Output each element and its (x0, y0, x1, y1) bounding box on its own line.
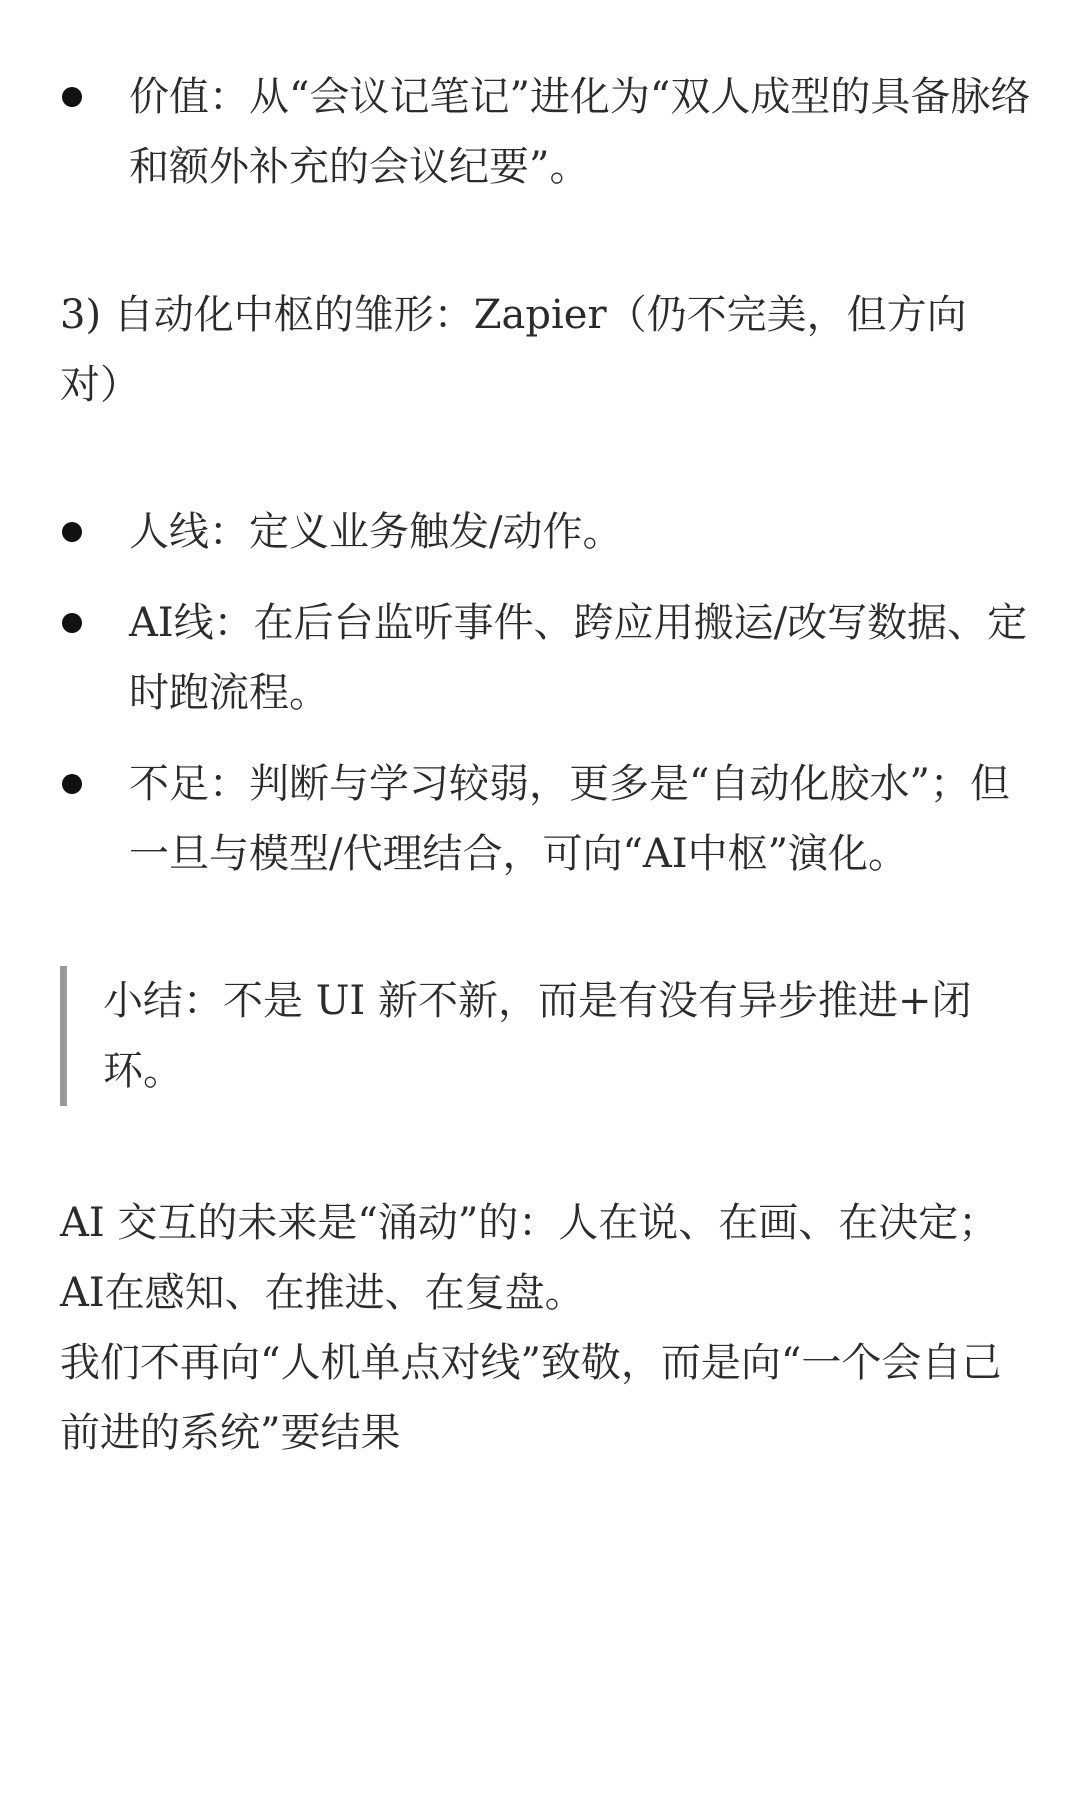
list-item-text: AI线：在后台监听事件、跨应用搬运/改写数据、定时跑流程。 (129, 600, 1028, 716)
list-item (60, 749, 1040, 889)
value-bullet-list (60, 62, 1040, 202)
conclusion-line: AI 交互的未来是“涌动”的：人在说、在画、在决定；AI在感知、在推进、在复盘。 (60, 1200, 999, 1316)
list-item (60, 588, 1040, 728)
list-item (60, 497, 1040, 567)
bullet-dot-icon (62, 522, 82, 542)
conclusion-line: 我们不再向“人机单点对线”致敬，而是向“一个会自己前进的系统”要结果 (60, 1340, 1002, 1456)
bullet-dot-icon (62, 774, 82, 794)
bullet-dot-icon (62, 613, 82, 633)
summary-blockquote (60, 966, 1020, 1106)
summary-text: 小结：不是 UI 新不新，而是有没有异步推进+闭环。 (103, 978, 972, 1094)
list-item-text: 人线：定义业务触发/动作。 (129, 509, 623, 555)
bullet-dot-icon (62, 87, 82, 107)
zapier-bullet-list (60, 497, 1040, 889)
section-heading: 3) 自动化中枢的雏形：Zapier（仍不完美，但方向对） (60, 292, 967, 408)
list-item (60, 62, 1040, 202)
list-item-text: 不足：判断与学习较弱，更多是“自动化胶水”；但一旦与模型/代理结合，可向“AI中枢”演化。 (129, 761, 1010, 877)
conclusion-paragraph (60, 1188, 1020, 1468)
list-item-text: 价值：从“会议记笔记”进化为“双人成型的具备脉络和额外补充的会议纪要”。 (129, 74, 1031, 190)
